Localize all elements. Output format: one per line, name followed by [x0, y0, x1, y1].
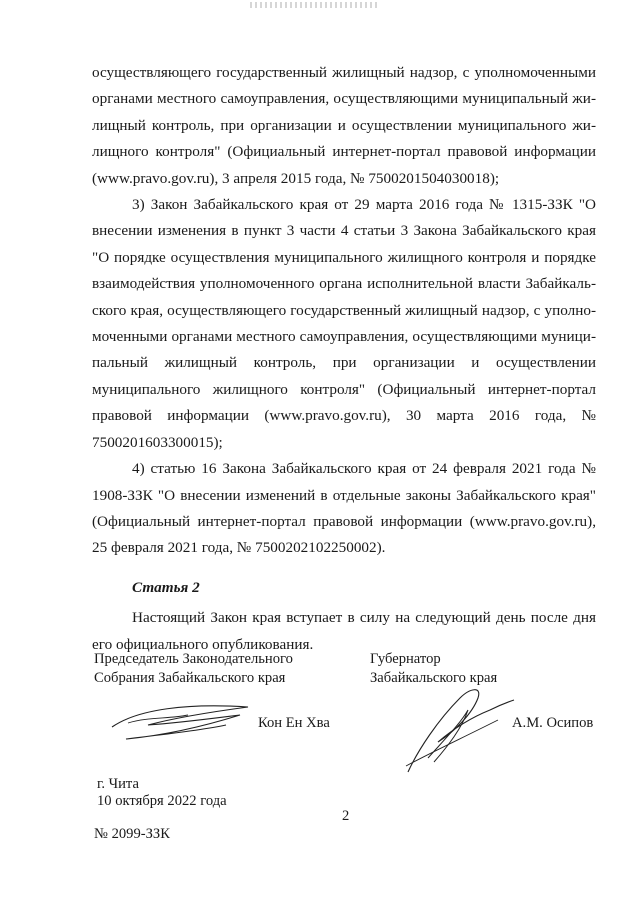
place: г. Чита: [97, 776, 139, 792]
chairman-name: Кон Ен Хва: [258, 715, 330, 731]
chairman-signature: [108, 695, 258, 750]
governor-title-line-1: Губернатор: [370, 651, 441, 667]
law-number: № 2099-ЗЗК: [94, 826, 170, 842]
scan-artifact: [250, 2, 380, 8]
governor-signature: [398, 680, 518, 780]
article-heading: Статья 2: [132, 578, 200, 596]
article-text: Настоящий Закон края вступает в силу на следующий день после дня его официального опубликования.: [92, 609, 596, 653]
place-and-date: [97, 776, 227, 810]
chairman-title: [94, 650, 293, 688]
governor-name: А.М. Осипов: [512, 715, 594, 731]
paragraph-item-4: 4) статью 16 Закона Забайкальского края от 24 февраля 2021 года № 1908-ЗЗК "О внесении изменений в отдельные законы Забайкальского края" (Официальный интернет-портал правовой информации (www.pravo.gov.ru), 25 февраля 2021 года, № 7500202102250002).: [92, 460, 596, 557]
governor-title-line-2: Забайкальского края: [370, 670, 498, 686]
page-number: 2: [342, 808, 350, 824]
chairman-title-line-2: Собрания Забайкальского края: [94, 670, 286, 686]
law-body-text: [92, 60, 596, 658]
signing-date: 10 октября 2022 года: [97, 793, 227, 809]
paragraph-item-3: 3) Закон Забайкальского края от 29 марта 2016 года № 1315-ЗЗК "О внесении изменения в пункт 3 части 4 статьи 3 Закона Забайкальского края "О порядке осуществления муниципального жилищного контроля и порядке взаимодействия уполномоченного органа исполнительной власти Забайкальского края, осуществляющего государственный жилищный надзор, с уполномоченными органами местного самоуправления, осуществляющими муниципальный жилищный контроль, при организации и осуществлении муниципального жилищного контроля" (Официальный интернет-портал правовой информации (www.pravo.gov.ru), 30 марта 2016 года, № 7500201603300015);: [92, 196, 596, 451]
paragraph-continuation: осуществляющего государственный жилищный надзор, с уполномоченными органами местного самоуправления, осуществляющими муниципальный жилищный контроль, при организации и осуществлении муниципального жилищного контроля" (Официальный интернет-портал правовой информации (www.pravo.gov.ru), 3 апреля 2015 года, № 7500201504030018);: [92, 64, 596, 187]
chairman-title-line-1: Председатель Законодательного: [94, 651, 293, 667]
